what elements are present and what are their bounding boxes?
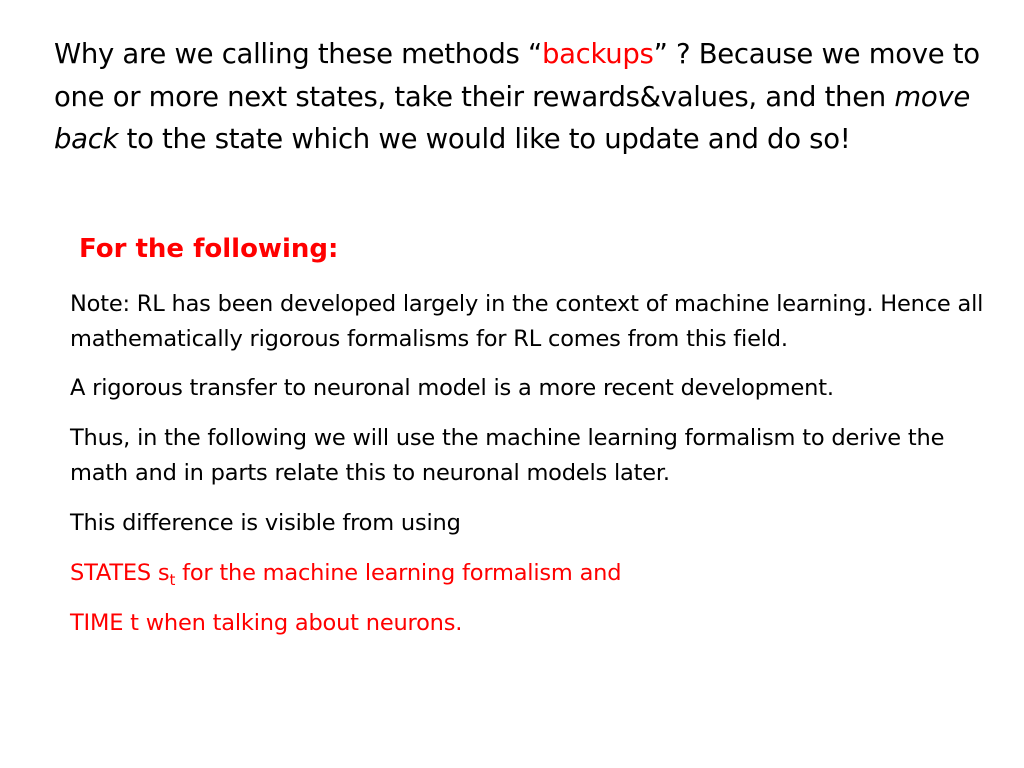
states-prefix: STATES s [70, 560, 170, 586]
difference-paragraph: This difference is visible from using [70, 510, 461, 536]
section-heading: For the following: [79, 234, 339, 264]
time-line: TIME t when talking about neurons. [70, 610, 463, 636]
intro-text-middle: ” ? Because we move to one or more next states, take their rewards&values, and then [54, 38, 980, 113]
states-suffix: for the machine learning formalism and [175, 560, 622, 586]
backups-highlight: backups [541, 38, 654, 70]
note-paragraph: Note: RL has been developed largely in the context of machine learning. Hence all mathematically rigorous formalisms for RL comes from this field. [70, 291, 984, 352]
formalism-paragraph: Thus, in the following we will use the machine learning formalism to derive the math and in parts relate this to neuronal models later. [70, 425, 945, 486]
intro-text-start: Why are we calling these methods “ [54, 38, 542, 70]
transfer-paragraph: A rigorous transfer to neuronal model is a more recent development. [70, 375, 834, 401]
intro-text-end: to the state which we would like to update and do so! [118, 123, 851, 155]
states-line [70, 556, 990, 591]
states-subscript: t [169, 571, 176, 589]
intro-paragraph [54, 33, 994, 161]
move-back-emphasis: move back [54, 80, 970, 155]
body-block [70, 287, 990, 641]
